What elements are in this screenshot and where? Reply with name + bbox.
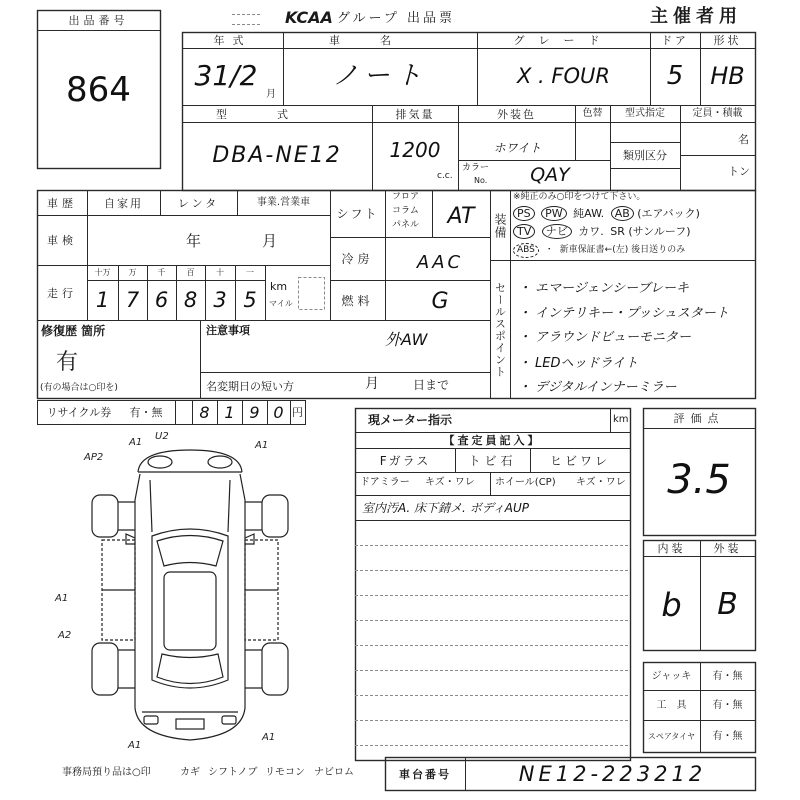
mileage-digit: 5 xyxy=(243,287,257,312)
interior-grade: b xyxy=(661,586,682,624)
repair-history-value: 有 xyxy=(56,350,79,375)
damage-mark-front-bumper-left: A1 xyxy=(129,437,143,448)
recycle-digit: 0 xyxy=(273,402,284,422)
equipment-label: 装備 xyxy=(493,212,507,239)
exterior-grade: B xyxy=(717,587,738,622)
damage-mark-front-right: A1 xyxy=(255,440,269,451)
damage-mark-front-left-fender: AP2 xyxy=(84,452,104,463)
aircon-value: AAC xyxy=(416,251,464,273)
repair-history-label: 修復歴 箇所 xyxy=(41,324,106,338)
chip-label: トビ石 xyxy=(468,453,517,468)
exterior-label: 外装 xyxy=(713,542,742,555)
meter-label: 現メーター指示 xyxy=(368,413,453,427)
shift-value: AT xyxy=(447,204,475,229)
mileage-digit-header: 万 xyxy=(128,268,137,277)
mileage-digit: 6 xyxy=(154,287,169,312)
accessory-value-tools: 有・無 xyxy=(712,699,743,711)
mileage-digit: 8 xyxy=(183,287,198,312)
accessory-value-spare-tire: 有・無 xyxy=(712,730,743,742)
recycle-label: リサイクル券 xyxy=(46,406,112,419)
inspection-year-unit: 年 xyxy=(186,232,202,250)
lot-number-value: 864 xyxy=(66,70,131,110)
doors-label: ドア xyxy=(661,34,689,47)
mileage-digit-header: 百 xyxy=(186,268,195,277)
crack-label: ヒビワレ xyxy=(549,453,610,468)
wheel-label: ホイール(CP) xyxy=(495,477,556,488)
sales-point-item: ・ LEDヘッドライト xyxy=(518,352,638,371)
inspection-label: 車検 xyxy=(47,234,77,247)
inspection-month-unit: 月 xyxy=(262,232,278,250)
sales-point-item: ・ アラウンドビューモニター xyxy=(518,326,691,345)
equip-sr: SR xyxy=(610,225,625,238)
ton-unit: トン xyxy=(728,165,750,178)
interior-label: 内装 xyxy=(657,542,686,555)
body-type-value: HB xyxy=(710,62,745,90)
deposit-item-remote: リモコン xyxy=(265,767,305,778)
accessory-label-spare-tire: スペアタイヤ xyxy=(647,731,696,741)
sheet-title-text: グループ 出品票 xyxy=(336,10,455,26)
mileage-digit: 1 xyxy=(95,287,110,312)
grade-label: グレード xyxy=(513,34,614,47)
deposit-label: 事務局預り品は○印 xyxy=(62,767,151,778)
deposit-item-navi-rom: ナビロム xyxy=(314,767,354,778)
shift-option-panel: パネル xyxy=(392,220,420,230)
copy-label: 主催者用 xyxy=(650,6,742,27)
car-name-label: 車名 xyxy=(329,34,431,47)
equip-abs: ABS xyxy=(513,243,539,258)
notes-label: 注意事項 xyxy=(206,324,250,337)
model-value: DBA-NE12 xyxy=(212,143,342,168)
equip-warranty: 新車保証書←(左) 後日送りのみ xyxy=(559,245,686,255)
equip-pw: PW xyxy=(541,206,567,221)
name-change-month: 月 xyxy=(365,376,379,392)
fuel-value: G xyxy=(431,289,449,314)
equip-leather: カワ. xyxy=(578,225,604,238)
recycle-digit: 1 xyxy=(224,402,235,422)
inspector-remark: 室内汚A. 床下錆メ. ボディAUP xyxy=(362,501,529,515)
equip-ab-note: (エアバック) xyxy=(637,207,700,220)
accessory-label-tools: 工 具 xyxy=(656,699,687,711)
history-rental: レンタ xyxy=(177,196,220,210)
mileage-digit-header: 千 xyxy=(157,268,166,277)
year-month-unit: 月 xyxy=(266,89,276,100)
recycle-digit: 9 xyxy=(249,402,260,422)
glass-label: Fガラス xyxy=(379,453,431,468)
body-type-label: 形状 xyxy=(713,34,742,47)
history-business: 事業.営業車 xyxy=(256,197,311,208)
sales-point-item: ・ インテリキー・プッシュスタート xyxy=(518,302,729,321)
doors-value: 5 xyxy=(666,61,684,91)
recycle-presence: 有・無 xyxy=(129,406,163,419)
wheel-damage-label: キズ・ワレ xyxy=(576,477,626,488)
year-value: 31/2 xyxy=(194,59,258,92)
car-name-value: ノート xyxy=(332,61,428,91)
equip-aw: 純AW. xyxy=(573,207,605,220)
equip-sr-note: (サンルーフ) xyxy=(628,225,691,238)
color-change-label: 色替 xyxy=(582,108,603,119)
damage-mark-left-rear-door: A1 xyxy=(55,593,69,604)
notes-value: 外AW xyxy=(385,330,428,349)
color-no-value: QAY xyxy=(530,163,570,186)
equip-tv: TV xyxy=(513,224,535,239)
damage-mark-rear-right: A1 xyxy=(262,732,276,743)
sales-point-item: ・ デジタルインナーミラー xyxy=(518,376,677,395)
type-designation-label: 型式指定 xyxy=(625,108,665,119)
lot-number-label: 出品番号 xyxy=(68,14,129,27)
cc-unit: c.c. xyxy=(437,171,453,181)
score-value: 3.5 xyxy=(667,457,731,503)
aircon-label: 冷房 xyxy=(341,252,374,266)
deposit-item-shift-knob: シフトノブ xyxy=(208,767,258,778)
deposit-item-key: カギ xyxy=(180,767,200,778)
mileage-label: 走行 xyxy=(47,286,77,300)
mileage-mile-unit: マイル xyxy=(269,299,293,308)
inspector-label: 【査定員記入】 xyxy=(443,434,542,447)
mileage-digit: 7 xyxy=(125,287,140,312)
displacement-label: 排気量 xyxy=(395,107,435,121)
equip-ps: PS xyxy=(513,206,535,221)
recycle-digit: 8 xyxy=(199,402,210,422)
chassis-number: NE12-223212 xyxy=(518,761,707,786)
shift-option-floor: フロア xyxy=(392,192,420,202)
equip-ab: AB xyxy=(611,206,634,221)
mileage-km-unit: km xyxy=(270,280,288,293)
recycle-yen-unit: 円 xyxy=(292,406,303,419)
equipment-note: ※純正のみ○印をつけて下さい。 xyxy=(513,192,646,202)
chassis-label: 車台番号 xyxy=(399,767,451,781)
fuel-label: 燃料 xyxy=(341,293,374,308)
mileage-digit: 3 xyxy=(213,287,227,312)
damage-mark-left-quarter: A2 xyxy=(58,630,72,641)
category-label: 類別区分 xyxy=(623,148,667,162)
equipment-row-1 xyxy=(513,206,703,221)
damage-mark-front-bumper-center: U2 xyxy=(155,431,169,442)
history-private: 自家用 xyxy=(104,196,143,210)
history-label: 車歴 xyxy=(47,196,77,210)
sales-points-label: セールスポイント xyxy=(493,282,507,378)
displacement-value: 1200 xyxy=(389,138,441,162)
shift-option-column: コラム xyxy=(392,206,419,216)
color-no-label-1: カラー xyxy=(462,163,490,173)
color-no-label-2: No. xyxy=(474,176,488,185)
sheet-title xyxy=(285,9,455,27)
accessory-label-jack: ジャッキ xyxy=(651,670,692,682)
damage-mark-rear-left: A1 xyxy=(128,740,142,751)
car-damage-diagram xyxy=(80,440,300,760)
shift-label: シフト xyxy=(336,207,379,221)
brand-logo: KCAA xyxy=(285,8,333,27)
exterior-color-label: 外装色 xyxy=(497,107,536,121)
persons-unit: 名 xyxy=(738,133,749,146)
name-change-day: 日まで xyxy=(413,378,450,392)
mileage-digit-header: 十万 xyxy=(94,268,111,277)
mirror-damage-label: キズ・ワレ xyxy=(425,477,475,488)
name-change-label: 名変期日の短い方 xyxy=(206,380,294,393)
exterior-color-value: ホワイト xyxy=(493,141,542,155)
mileage-digit-header: 一 xyxy=(246,268,254,277)
equipment-row-3 xyxy=(513,243,688,258)
score-label: 評価点 xyxy=(673,412,725,425)
meter-km-unit: km xyxy=(613,414,629,425)
capacity-label: 定員・積載 xyxy=(692,108,743,119)
equip-navi: ナビ xyxy=(542,224,572,239)
accessory-value-jack: 有・無 xyxy=(712,670,743,682)
year-label: 年式 xyxy=(213,34,252,47)
equip-separator: ・ xyxy=(544,245,554,255)
mirror-label: ドアミラー xyxy=(360,477,410,488)
repair-history-note: (有の場合は○印を) xyxy=(40,383,118,393)
mileage-digit-header: 十 xyxy=(216,268,224,277)
model-label: 型式 xyxy=(216,107,338,121)
equipment-row-2 xyxy=(513,224,694,239)
sales-point-item: ・ エマージェンシーブレーキ xyxy=(518,277,689,296)
grade-value: X . FOUR xyxy=(517,63,610,88)
